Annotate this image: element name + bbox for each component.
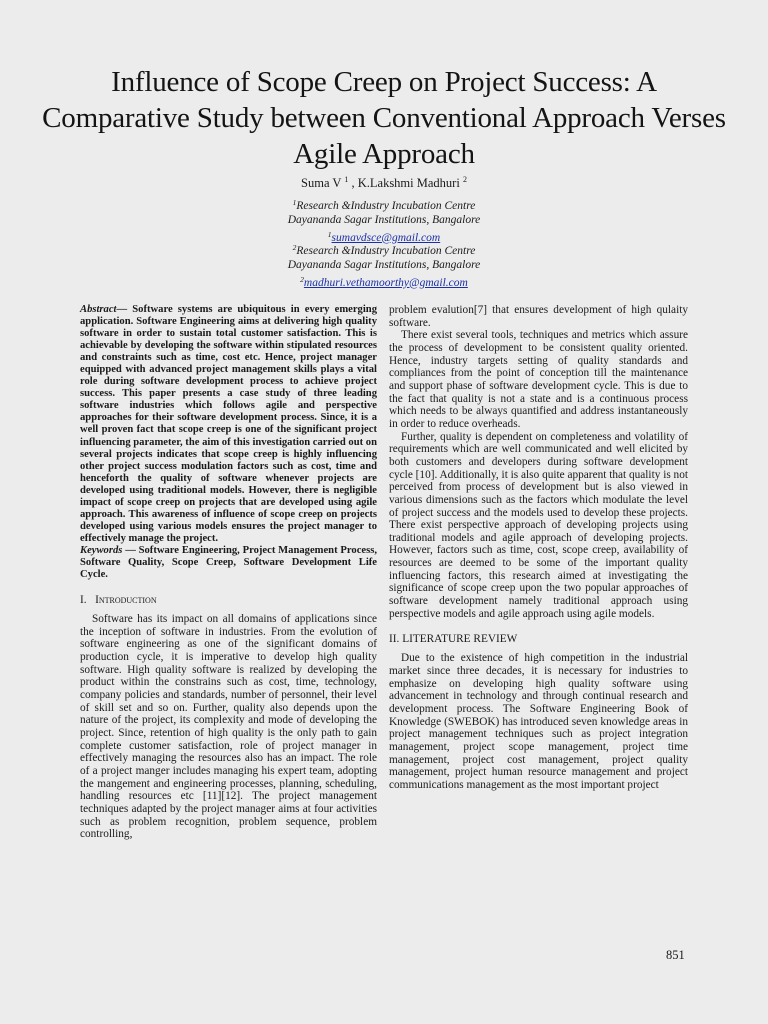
affiliation-2-sup: 2 [292,243,297,252]
page-number: 851 [666,948,685,962]
affiliation-1-line2: Dayananda Sagar Institutions, Bangalore [287,213,481,226]
author-2: K.Lakshmi Madhuri [357,176,460,190]
paper-title: Influence of Scope Creep on Project Success: A Comparative Study between Conventional Approach Verses Agile Approach [42,66,726,170]
keywords-text: — Software Engineering, Project Management Process, Software Quality, Scope Creep, Software Development Life Cycle. [80,544,377,581]
section-1-number: I. [80,594,87,607]
author-separator: , [348,176,358,190]
paragraph-quality-tools: There exist several tools, techniques and metrics which assure the process of development to be consistent quality oriented. Hence, industry targets setting of quality standards and compliances from the point of conception till the maintenance and support phase of software development cycle. This is due to the fact that quality is not a state and is a continuous process which needs to be always quantified and address instantaneously in order to reduce overheads. [389,329,688,430]
section-2-number: II. [389,633,400,646]
affiliation-1-email-sup: 1 [327,229,332,239]
keywords-label: Keywords [80,544,123,556]
section-1-title: Introduction [95,594,157,607]
literature-paragraph: Due to the existence of high competition in the industrial market since three decades, it is necessary for industries to emphasize on developing high quality software using advancement in technology and through continual research and development process. The Software Engineering Book of Knowledge (SWEBOK) has introduced seven knowledge areas in project management techniques such as project integration management, project scope management, project time management, project cost management, project quality management, project human resource management and project communications management as the most important project [389,652,688,791]
abstract-label: Abstract [80,304,117,315]
section-2-heading [389,633,688,646]
author-1-sup: 1 [344,175,349,184]
author-1: Suma V [301,176,342,190]
abstract [80,304,377,545]
affiliation-2-line2: Dayananda Sagar Institutions, Bangalore [287,258,481,271]
section-1-heading [80,594,377,607]
keywords [80,545,377,581]
section-2-title: LITERATURE REVIEW [402,633,518,646]
left-column [80,304,377,841]
abstract-dash: — [116,304,133,315]
author-line [0,172,768,191]
affiliation-2-email-sup: 2 [300,274,304,284]
right-column [389,304,688,792]
affiliation-1-line1: Research &Industry Incubation Centre [296,200,476,212]
affiliation-1-sup: 1 [292,198,297,207]
affiliation-2-line1: Research &Industry Incubation Centre [296,245,476,257]
intro-paragraph: Software has its impact on all domains of applications since the inception of software in industries. From the evolution of software engineering as one of the significant domains of production cycle, it is imperative to develop high quality software. High quality software is realized by developing the product within the constrains such as cost, time, technology, company policies and standards, number of personnel, their level of skill set and so on. Further, quality also depends upon the nature of the project, its complexity and mode of developing the project. Since, retention of high quality is the only path to gain complete customer satisfaction, role of project manager in effectively managing the resources also has an impact. The role of a project manger includes managing his expert team, adopting the mangement and engineering processes, planning, scheduling, handling resources etc [11][12]. The project management techniques adapted by the project manager aims at four activities such as problem recognition, problem sequence, problem controlling, [80,613,377,841]
continuation-paragraph: problem evalution[7] that ensures development of high qulaity software. [389,304,688,329]
affiliation-1 [0,196,768,245]
affiliation-1-email-link[interactable]: sumavdsce@gmail.com [331,231,441,244]
author-2-sup: 2 [462,175,467,184]
affiliation-2-email-link[interactable]: madhuri.vethamoorthy@gmail.com [303,276,468,289]
affiliation-2 [0,241,768,290]
paragraph-quality-requirements: Further, quality is dependent on completeness and volatility of requirements which are well communicated and well elicited by both customers and developers during software development cycle [10]. Additionally, it is also quite apparent that quality is not perceived from process of development but is also viewed in various dimensions such as the factors which modulate the level of project success and the models used to develop these projects. There exist perspective approach of developing projects using traditional models and agile approach of developing projects. However, factors such as time, cost, scope creep, availability of resources are deemed to be some of the important quality influencing factors, this research aimed at investigating the significance of scope creep upon the two popular approaches of software development namely traditional approach using perspective models and agile approach using agile models. [389,430,688,620]
abstract-text: Software systems are ubiquitous in every emerging application. Software Engineering aims at delivering high quality software in order to sustain total customer satisfaction. This is achievable by developing the software within stipulated resources and constraints such as time, cost etc. Hence, project manager equipped with advanced project management skills plays a vital role during software development process to achieve project success. This paper presents a case study of three leading software industries which follows agile and perspective approaches for their software development process. Since, it is a well proven fact that scope creep is one of the significant project influencing parameter, the aim of this investigation carried out on several projects indicates that scope creep is highly influencing other project success modulation factors such as cost, time and henceforth the quality of software whenever projects are developed using traditional models. However, there is negligible impact of scope creep on projects that are developed using agile approach. This awareness of influence of scope creep on projects developed using various models ensures the project manager to effectively manage the project. [80,304,377,544]
